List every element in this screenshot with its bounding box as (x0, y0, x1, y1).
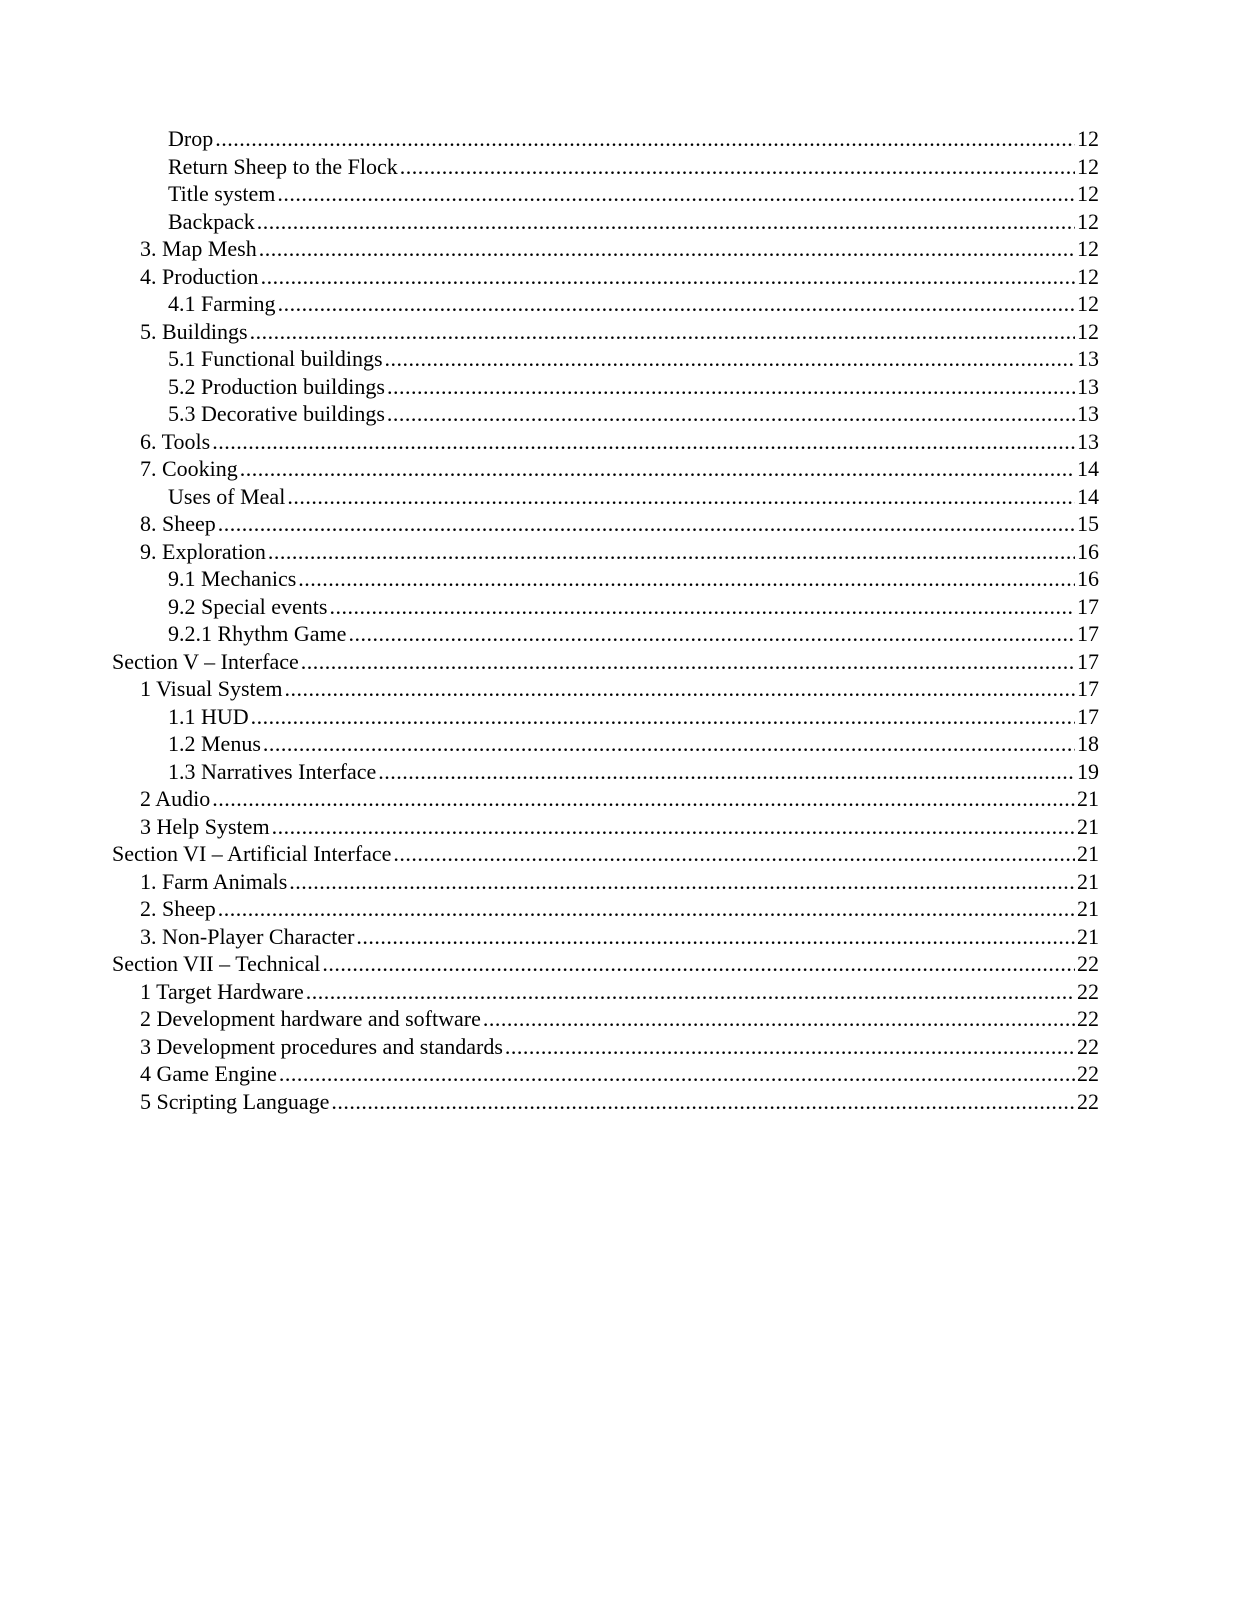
toc-entry[interactable] (112, 785, 1099, 813)
toc-entry-page-number: 21 (1077, 923, 1099, 949)
toc-entry[interactable] (112, 235, 1099, 263)
toc-dot-leader (329, 593, 1075, 621)
toc-dot-leader (285, 675, 1075, 703)
toc-entry-page-number: 22 (1077, 1033, 1099, 1059)
toc-dot-leader (218, 510, 1075, 538)
toc-entry-page-number: 17 (1077, 593, 1099, 619)
toc-entry-page-number: 16 (1077, 566, 1099, 591)
toc-entry-title: 3. Map Mesh (140, 236, 257, 261)
toc-entry-page-number: 16 (1077, 538, 1099, 564)
toc-entry-title: 3 Help System (140, 813, 270, 839)
toc-dot-leader (387, 400, 1075, 428)
toc-entry-title: 6. Tools (140, 428, 211, 454)
toc-entry-page-number: 13 (1077, 401, 1099, 426)
toc-entry-page-number: 18 (1077, 731, 1099, 756)
toc-dot-leader (250, 318, 1075, 346)
toc-dot-leader (348, 620, 1075, 648)
toc-entry-title: Return Sheep to the Flock (168, 153, 398, 179)
toc-dot-leader (240, 455, 1075, 483)
toc-entry-title: 2. Sheep (140, 896, 216, 921)
toc-entry-page-number: 13 (1077, 346, 1099, 371)
toc-dot-leader (287, 483, 1075, 511)
toc-dot-leader (393, 840, 1075, 868)
toc-entry-title: Backpack (168, 208, 255, 234)
toc-dot-leader (505, 1033, 1075, 1061)
toc-entry-title: 5. Buildings (140, 318, 248, 344)
toc-entry[interactable] (112, 373, 1099, 401)
toc-entry-page-number: 22 (1077, 978, 1099, 1004)
toc-entry[interactable] (112, 510, 1099, 538)
toc-entry-title: Section VII – Technical (112, 951, 321, 976)
toc-dot-leader (279, 1060, 1075, 1088)
toc-entry-title: 4. Production (140, 263, 259, 289)
toc-entry[interactable] (112, 1005, 1099, 1033)
toc-entry-page-number: 21 (1077, 896, 1099, 921)
toc-entry[interactable] (112, 923, 1099, 951)
toc-entry[interactable] (112, 978, 1099, 1006)
toc-entry-page-number: 13 (1077, 373, 1099, 399)
toc-entry-title: Title system (168, 181, 276, 206)
toc-entry-page-number: 14 (1077, 456, 1099, 481)
toc-dot-leader (268, 538, 1075, 566)
toc-entry[interactable] (112, 565, 1099, 593)
toc-entry-title: 2 Audio (140, 786, 211, 811)
toc-entry-title: 1.3 Narratives Interface (168, 758, 377, 784)
toc-entry-page-number: 12 (1077, 208, 1099, 234)
toc-entry-page-number: 12 (1077, 181, 1099, 206)
toc-entry-title: Drop (168, 126, 214, 151)
table-of-contents (112, 125, 1099, 1115)
toc-dot-leader (263, 730, 1075, 758)
toc-entry-title: 3. Non-Player Character (140, 923, 355, 949)
toc-entry-title: 9.1 Mechanics (168, 566, 297, 591)
toc-dot-leader (289, 868, 1075, 896)
toc-dot-leader (257, 208, 1075, 236)
toc-entry-page-number: 22 (1077, 1061, 1099, 1086)
toc-entry[interactable] (112, 648, 1099, 676)
toc-entry-title: 8. Sheep (140, 511, 216, 536)
toc-entry[interactable] (112, 400, 1099, 428)
toc-entry-page-number: 17 (1077, 676, 1099, 701)
toc-entry[interactable] (112, 620, 1099, 648)
toc-entry[interactable] (112, 125, 1099, 153)
toc-entry-page-number: 12 (1077, 153, 1099, 179)
toc-entry-page-number: 12 (1077, 291, 1099, 316)
toc-dot-leader (322, 950, 1075, 978)
toc-entry-title: 7. Cooking (140, 456, 238, 481)
toc-entry[interactable] (112, 428, 1099, 456)
toc-entry-page-number: 17 (1077, 703, 1099, 729)
toc-entry-title: 9. Exploration (140, 538, 266, 564)
toc-dot-leader (483, 1005, 1075, 1033)
toc-entry-page-number: 22 (1077, 951, 1099, 976)
toc-entry[interactable] (112, 208, 1099, 236)
toc-entry-title: 1. Farm Animals (140, 868, 288, 894)
toc-entry-title: 1 Target Hardware (140, 978, 304, 1004)
toc-entry-title: 5 Scripting Language (140, 1088, 330, 1114)
toc-dot-leader (387, 373, 1075, 401)
toc-dot-leader (301, 648, 1075, 676)
toc-entry[interactable] (112, 703, 1099, 731)
toc-entry-title: 5.3 Decorative buildings (168, 401, 385, 426)
toc-entry-title: 9.2 Special events (168, 593, 328, 619)
toc-entry-title: 5.1 Functional buildings (168, 346, 383, 371)
toc-entry-page-number: 12 (1077, 263, 1099, 289)
toc-dot-leader (378, 758, 1075, 786)
toc-dot-leader (272, 813, 1075, 841)
toc-dot-leader (356, 923, 1075, 951)
toc-entry-title: 1.1 HUD (168, 703, 249, 729)
toc-entry[interactable] (112, 153, 1099, 181)
toc-dot-leader (261, 263, 1075, 291)
toc-entry-title: 1 Visual System (140, 676, 283, 701)
toc-entry-title: Section V – Interface (112, 648, 299, 674)
toc-entry[interactable] (112, 455, 1099, 483)
toc-entry[interactable] (112, 813, 1099, 841)
toc-entry-page-number: 21 (1077, 868, 1099, 894)
toc-dot-leader (278, 290, 1075, 318)
toc-dot-leader (259, 235, 1075, 263)
toc-entry[interactable] (112, 593, 1099, 621)
toc-entry[interactable] (112, 318, 1099, 346)
toc-entry-page-number: 12 (1077, 236, 1099, 261)
toc-entry[interactable] (112, 730, 1099, 758)
toc-entry-title: 2 Development hardware and software (140, 1006, 481, 1031)
toc-entry[interactable] (112, 840, 1099, 868)
toc-entry-page-number: 17 (1077, 621, 1099, 646)
toc-dot-leader (251, 703, 1075, 731)
toc-entry[interactable] (112, 950, 1099, 978)
toc-entry[interactable] (112, 538, 1099, 566)
toc-dot-leader (385, 345, 1076, 373)
toc-entry[interactable] (112, 758, 1099, 786)
toc-dot-leader (212, 428, 1075, 456)
toc-entry-title: 5.2 Production buildings (168, 373, 385, 399)
toc-entry-page-number: 12 (1077, 126, 1099, 151)
toc-entry-page-number: 21 (1077, 841, 1099, 866)
toc-entry[interactable] (112, 868, 1099, 896)
toc-dot-leader (218, 895, 1075, 923)
toc-dot-leader (277, 180, 1075, 208)
toc-entry-page-number: 19 (1077, 758, 1099, 784)
toc-entry-page-number: 13 (1077, 428, 1099, 454)
toc-entry-page-number: 12 (1077, 318, 1099, 344)
toc-dot-leader (331, 1088, 1075, 1116)
toc-entry[interactable] (112, 483, 1099, 511)
toc-entry-title: Uses of Meal (168, 483, 286, 509)
toc-dot-leader (212, 785, 1075, 813)
toc-entry-title: 1.2 Menus (168, 731, 261, 756)
toc-entry[interactable] (112, 1060, 1099, 1088)
toc-entry[interactable] (112, 895, 1099, 923)
toc-entry-title: Section VI – Artificial Interface (112, 841, 392, 866)
toc-dot-leader (298, 565, 1075, 593)
toc-entry-page-number: 22 (1077, 1006, 1099, 1031)
toc-entry[interactable] (112, 675, 1099, 703)
toc-entry[interactable] (112, 1033, 1099, 1061)
toc-entry-page-number: 21 (1077, 813, 1099, 839)
toc-entry-title: 9.2.1 Rhythm Game (168, 621, 347, 646)
toc-entry[interactable] (112, 1088, 1099, 1116)
toc-entry[interactable] (112, 180, 1099, 208)
toc-dot-leader (306, 978, 1075, 1006)
toc-entry[interactable] (112, 290, 1099, 318)
toc-entry[interactable] (112, 345, 1099, 373)
toc-entry-page-number: 17 (1077, 648, 1099, 674)
toc-entry-page-number: 21 (1077, 786, 1099, 811)
toc-dot-leader (215, 125, 1075, 153)
toc-entry-page-number: 15 (1077, 511, 1099, 536)
toc-entry-title: 4 Game Engine (140, 1061, 277, 1086)
toc-entry-title: 3 Development procedures and standards (140, 1033, 503, 1059)
toc-entry-page-number: 22 (1077, 1088, 1099, 1114)
toc-dot-leader (400, 153, 1075, 181)
toc-entry[interactable] (112, 263, 1099, 291)
toc-entry-page-number: 14 (1077, 483, 1099, 509)
toc-entry-title: 4.1 Farming (168, 291, 276, 316)
